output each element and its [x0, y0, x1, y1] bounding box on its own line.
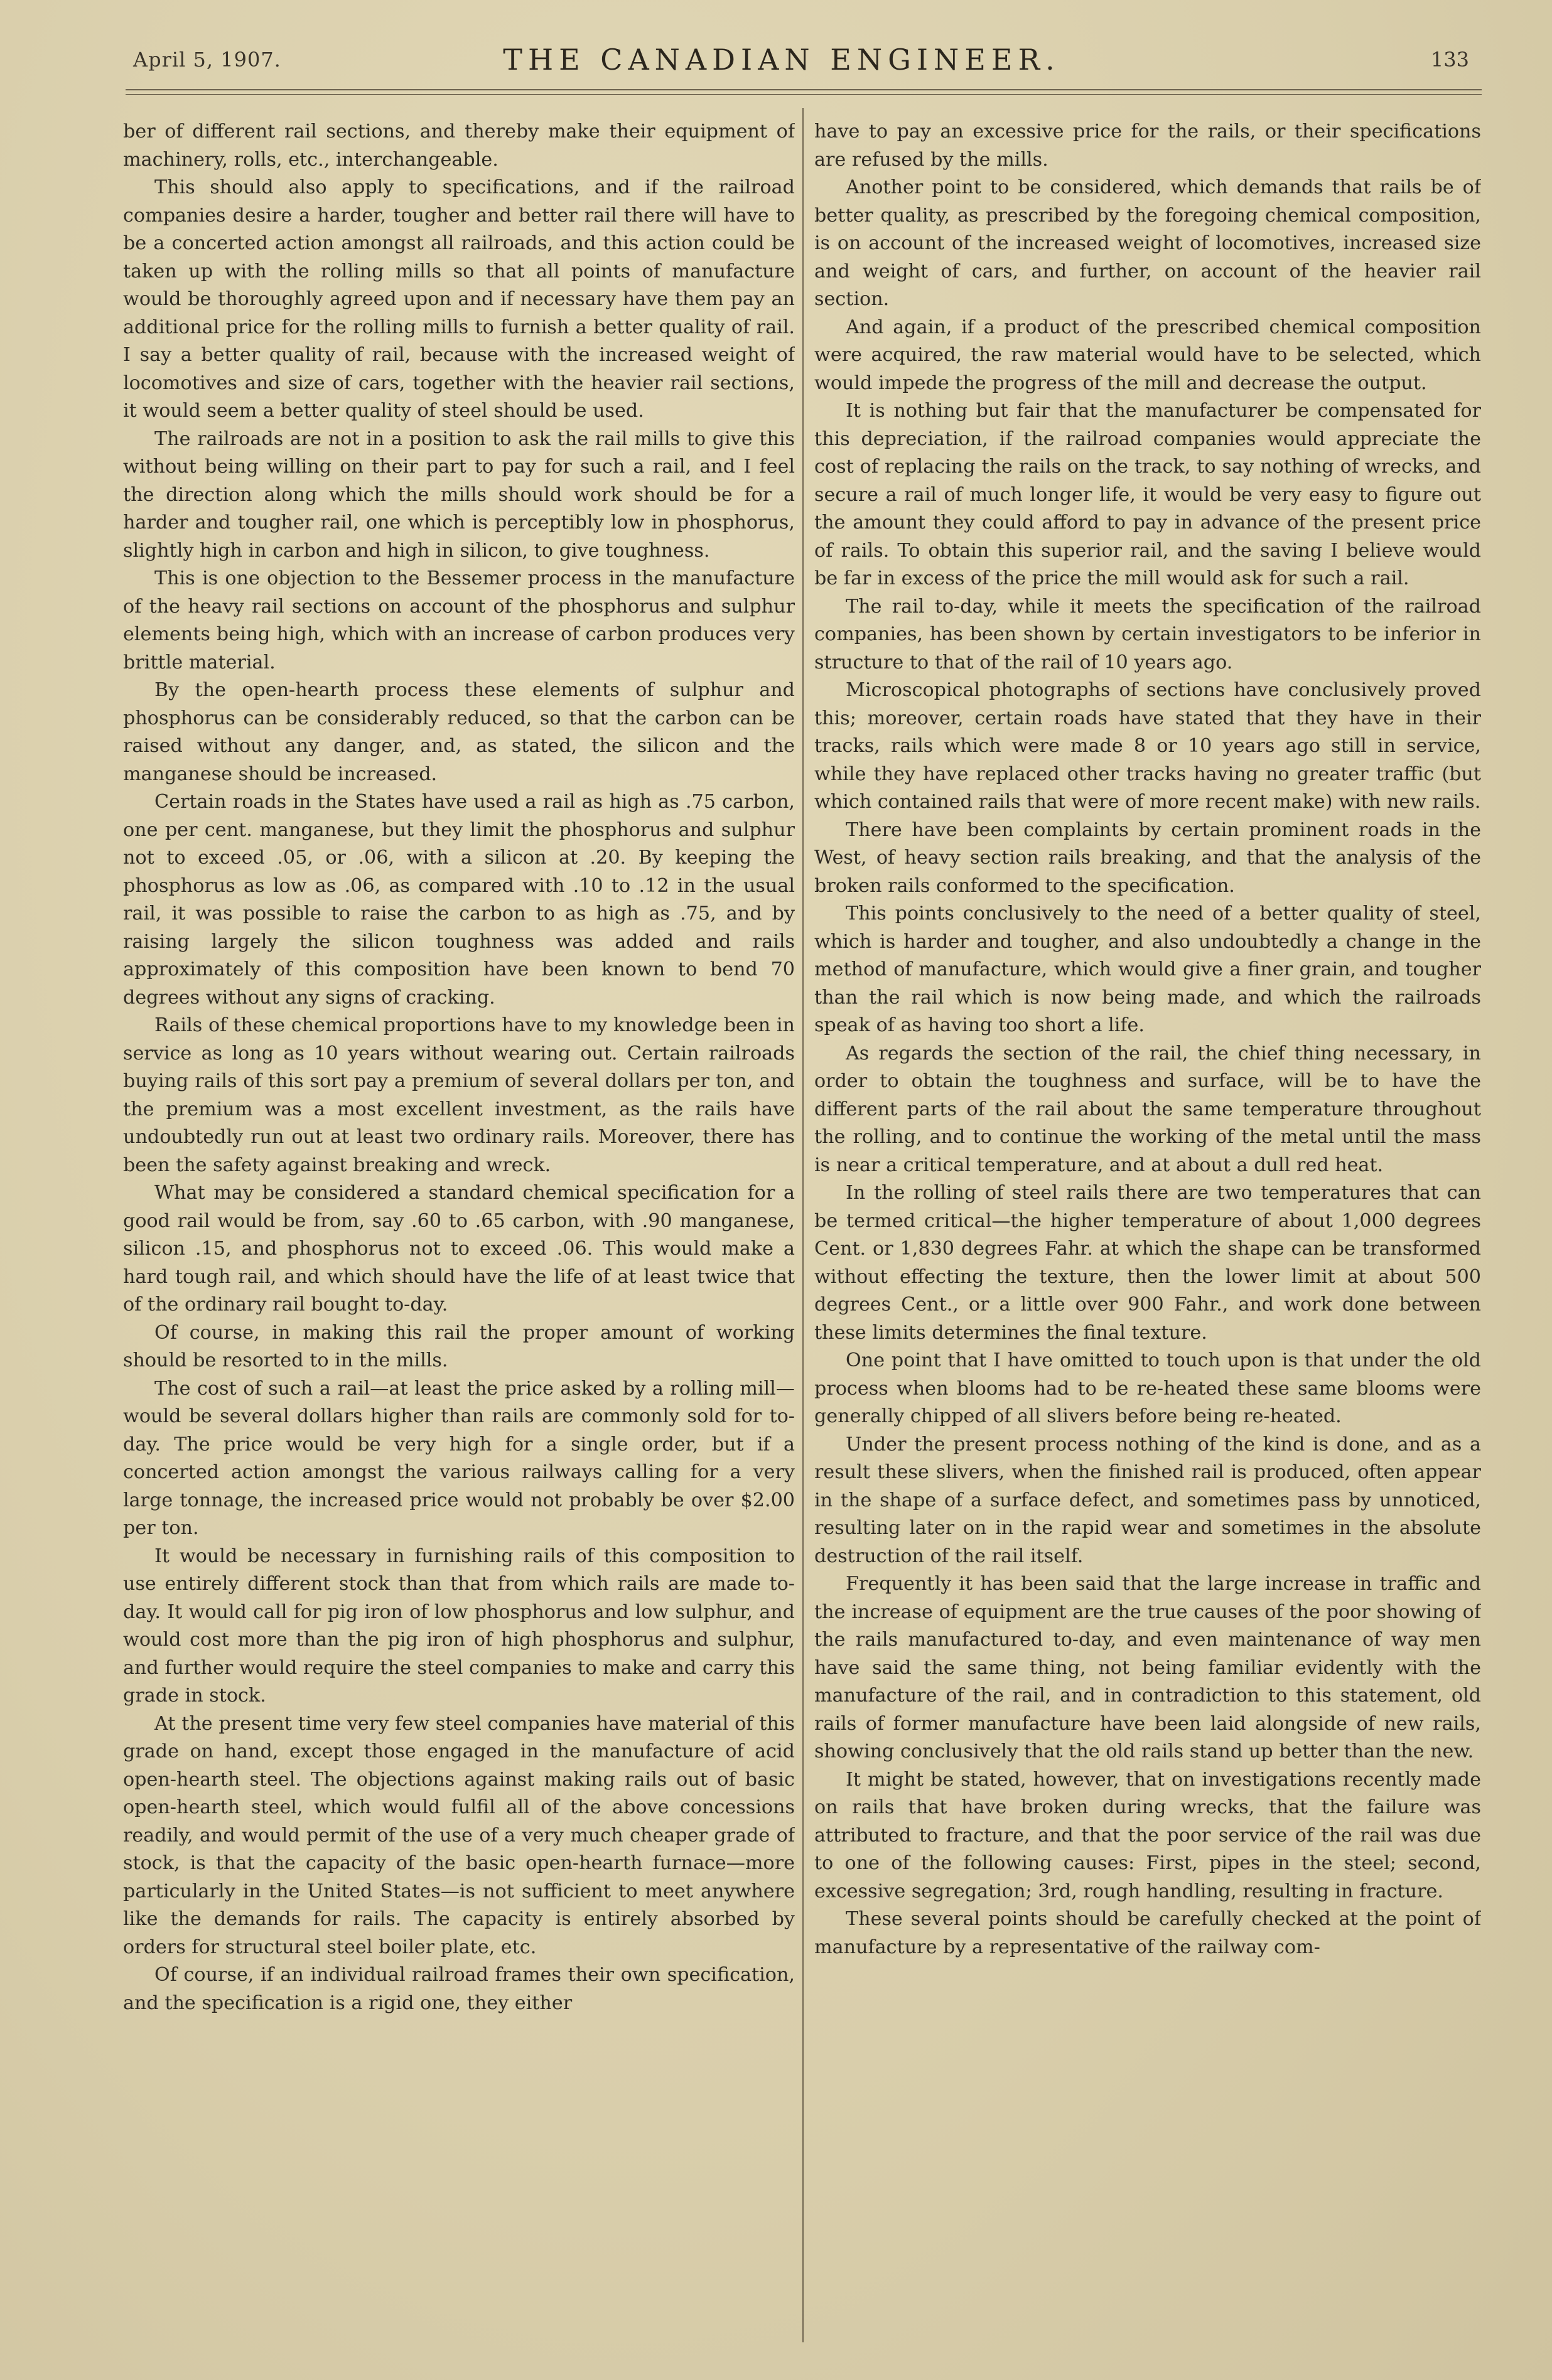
paragraph: This is one objection to the Bessemer process in the manufacture of the heavy rail sections on account of the phosphorus and sulphur elements being high, which with an increase of carbon produces very brittle material.: [123, 567, 795, 673]
paragraph: have to pay an excessive price for the rails, or their specifications are refused by the mills.: [814, 121, 1481, 171]
paragraph: This should also apply to specifications, and if the railroad companies desire a harder, tougher and better rail there will have to be a concerted action amongst all railroads, and this action could be taken up with the rolling mills so that all points of manufacture would be thoroughly agreed upon and if necessary have them pay an additional price for the rolling mills to furnish a better quality of rail. I say a better quality of rail, because with the increased weight of locomotives and size of cars, together with the heavier rail sections, it would seem a better quality of steel should be used.: [123, 176, 795, 422]
paragraph: Under the present process nothing of the kind is done, and as a result these slivers, when the finished rail is produced, often appear in the shape of a surface defect, and sometimes pass by unnoticed, resulting later on in the rapid wear and sometimes in the absolute destruction of the rail itself.: [814, 1433, 1481, 1567]
paragraph: By the open-hearth process these elements of sulphur and phosphorus can be considerably reduced, so that the carbon can be raised without any danger, and, as stated, the silicon and the manganese should be increased.: [123, 679, 795, 785]
right-column: [814, 118, 1481, 2340]
paragraph: This points conclusively to the need of a better quality of steel, which is harder and tougher, and also undoubtedly a change in the method of manufacture, which would give a finer grain, and tougher than the rail which is now being made, and which the railroads speak of as having too short a life.: [814, 903, 1481, 1036]
paragraph: As regards the section of the rail, the chief thing necessary, in order to obtain the toughness and surface, will be to have the different parts of the rail about the same temperature throughout the rolling, and to continue the working of the metal until the mass is near a critical temperature, and at about a dull red heat.: [814, 1042, 1481, 1176]
paragraph: ber of different rail sections, and thereby make their equipment of machinery, rolls, etc., interchangeable.: [123, 121, 795, 171]
paragraph: It is nothing but fair that the manufacturer be compensated for this depreciation, if the railroad companies would appreciate the cost of replacing the rails on the track, to say nothing of wrecks, and secure a rail of much longer life, it would be very easy to figure out the amount they could afford to pay in advance of the present price of rails. To obtain this superior rail, and the saving I believe would be far in excess of the price the mill would ask for such a rail.: [814, 400, 1481, 589]
paragraph: And again, if a product of the prescribed chemical composition were acquired, the raw material would have to be selected, which would impede the progress of the mill and decrease the output.: [814, 316, 1481, 394]
column-divider: [802, 108, 804, 2342]
paragraph: There have been complaints by certain prominent roads in the West, of heavy section rails breaking, and that the analysis of the broken rails conformed to the specification.: [814, 818, 1481, 897]
paragraph: Rails of these chemical proportions have to my knowledge been in service as long as 10 years without wearing out. Certain railroads buying rails of this sort pay a premium of several dollars per ton, and the premium was a most excellent investment, as the rails have undoubtedly run out at least two ordinary rails. Moreover, there has been the safety against breaking and wreck.: [123, 1014, 795, 1176]
paragraph: The rail to-day, while it meets the specification of the railroad companies, has been shown by certain investigators to be inferior in structure to that of the rail of 10 years ago.: [814, 595, 1481, 673]
paragraph: At the present time very few steel companies have material of this grade on hand, except those engaged in the manufacture of acid open-hearth steel. The objections against making rails out of basic open-hearth steel, which would fulfil all of the above concessions readily, and would permit of the use of a very much cheaper grade of stock, is that the capacity of the basic open-hearth furnace—more particularly in the United States—is not sufficient to meet anywhere like the demands for rails. The capacity is entirely absorbed by orders for structural steel boiler plate, etc.: [123, 1712, 795, 1958]
paragraph: Microscopical photographs of sections have conclusively proved this; moreover, certain roads have stated that they have in their tracks, rails which were made 8 or 10 years ago still in service, while they have replaced other tracks having no greater traffic (but which contained rails that were of more recent make) with new rails.: [814, 679, 1481, 813]
paragraph: What may be considered a standard chemical specification for a good rail would be from, say .60 to .65 carbon, with .90 manganese, silicon .15, and phosphorus not to exceed .06. This would make a hard tough rail, and which should have the life of at least twice that of the ordinary rail bought to-day.: [123, 1182, 795, 1316]
paragraph: These several points should be carefully checked at the point of manufacture by a representative of the railway com-: [814, 1908, 1481, 1958]
left-column: [123, 118, 795, 2340]
paragraph: Frequently it has been said that the large increase in traffic and the increase of equipment are the true causes of the poor showing of the rails manufactured to-day, and even maintenance of way men have said the same thing, not being familiar evidently with the manufacture of the rail, and in contradiction to this statement, old rails of former manufacture have been laid alongside of new rails, showing conclusively that the old rails stand up better than the new.: [814, 1573, 1481, 1762]
masthead-title: THE CANADIAN ENGINEER.: [503, 43, 1060, 77]
page-number: 133: [1430, 48, 1469, 72]
paragraph: Of course, if an individual railroad frames their own specification, and the specification is a rigid one, they either: [123, 1964, 795, 2014]
paragraph: It would be necessary in furnishing rails of this composition to use entirely different stock than that from which rails are made to-day. It would call for pig iron of low phosphorus and low sulphur, and would cost more than the pig iron of high phosphorus and sulphur, and further would require the steel companies to make and carry this grade in stock.: [123, 1545, 795, 1707]
paragraph: The cost of such a rail—at least the price asked by a rolling mill—would be several dollars higher than rails are commonly sold for to-day. The price would be very high for a single order, but if a concerted action amongst the various railways calling for a very large tonnage, the increased price would not probably be over $2.00 per ton.: [123, 1377, 795, 1539]
paragraph: In the rolling of steel rails there are two temperatures that can be termed critical—the higher temperature of about 1,000 degrees Cent. or 1,830 degrees Fahr. at which the shape can be transformed without effecting the texture, then the lower limit at about 500 degrees Cent., or a little over 900 Fahr., and work done between these limits determines the final texture.: [814, 1182, 1481, 1344]
paragraph: One point that I have omitted to touch upon is that under the old process when blooms had to be re-heated these same blooms were generally chipped of all slivers before being re-heated.: [814, 1349, 1481, 1427]
page-header: [94, 43, 1469, 80]
paragraph: It might be stated, however, that on investigations recently made on rails that have broken during wrecks, that the failure was attributed to fracture, and that the poor service of the rail was due to one of the following causes: First, pipes in the steel; second, excessive segregation; 3rd, rough handling, resulting in fracture.: [814, 1768, 1481, 1902]
issue-date: April 5, 1907.: [133, 48, 281, 72]
header-rule-thin: [126, 94, 1482, 95]
paragraph: Another point to be considered, which demands that rails be of better quality, as prescribed by the foregoing chemical composition, is on account of the increased weight of locomotives, increased size and weight of cars, and further, on account of the heavier rail section.: [814, 176, 1481, 310]
paragraph: Of course, in making this rail the proper amount of working should be resorted to in the mills.: [123, 1321, 795, 1371]
paragraph: Certain roads in the States have used a rail as high as .75 carbon, one per cent. manganese, but they limit the phosphorus and sulphur not to exceed .05, or .06, with a silicon at .20. By keeping the phosphorus as low as .06, as compared with .10 to .12 in the usual rail, it was possible to raise the carbon to as high as .75, and by raising largely the silicon toughness was added and rails approximately of this composition have been known to bend 70 degrees without any signs of cracking.: [123, 791, 795, 1009]
header-rule: [126, 89, 1482, 90]
paragraph: The railroads are not in a position to ask the rail mills to give this without being willing on their part to pay for such a rail, and I feel the direction along which the mills should work should be for a harder and tougher rail, one which is perceptibly low in phosphorus, slightly high in carbon and high in silicon, to give toughness.: [123, 427, 795, 562]
